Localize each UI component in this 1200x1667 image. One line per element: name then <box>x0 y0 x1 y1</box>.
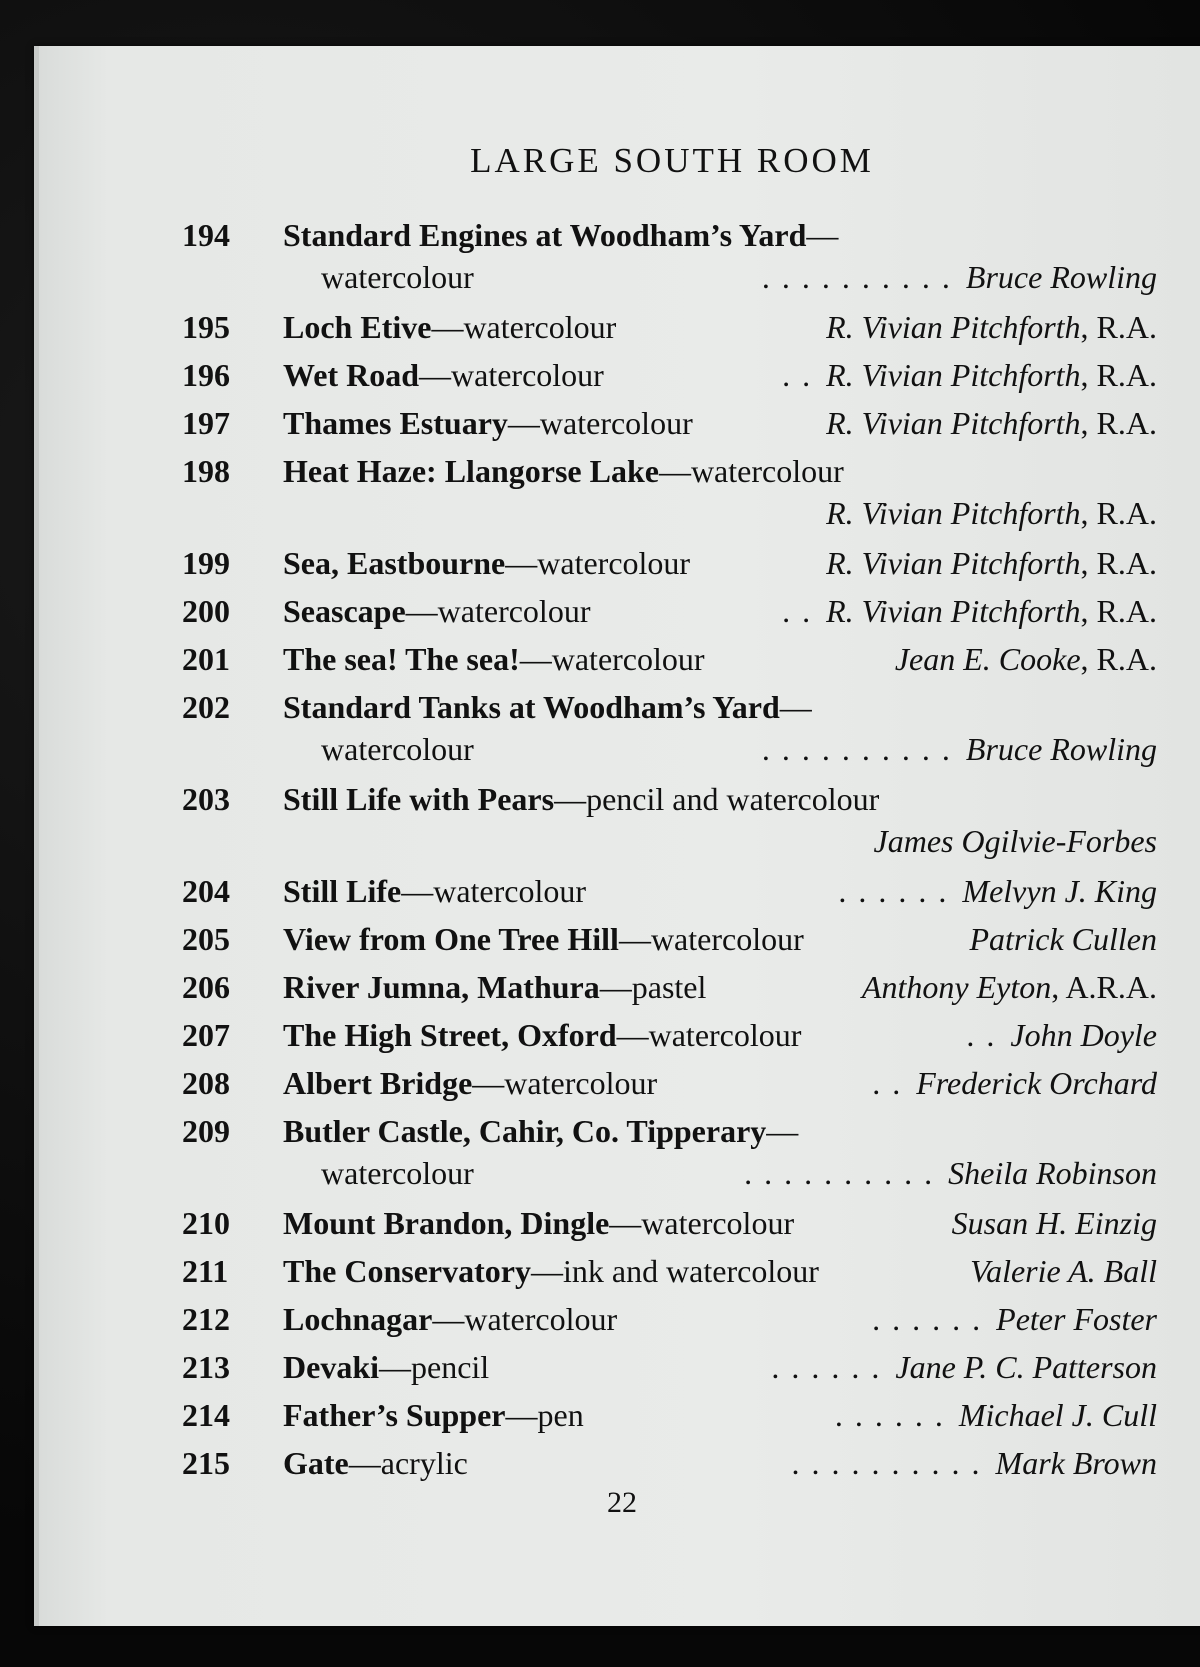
catalogue-entry <box>39 1341 1200 1389</box>
entry-number: 200 <box>182 593 230 629</box>
entry-number: 205 <box>182 921 230 957</box>
title-dash: — <box>779 689 812 725</box>
catalogue-entry <box>39 1437 1200 1485</box>
work-medium: watercolour <box>648 1017 802 1053</box>
catalogue-entry-continuation <box>39 257 1200 301</box>
artist-name: James Ogilvie-Forbes <box>873 823 1157 859</box>
work-medium: watercolour <box>437 593 591 629</box>
entry-work <box>283 217 838 254</box>
work-title: Still Life <box>283 873 402 909</box>
artist-honour: , R.A. <box>1080 405 1157 441</box>
entry-work <box>283 1445 468 1482</box>
entry-work <box>283 689 812 726</box>
catalogue-entry <box>39 349 1200 397</box>
catalogue-entry <box>39 773 1200 821</box>
catalogue-entry <box>39 633 1200 681</box>
entry-number: 208 <box>182 1065 230 1101</box>
work-medium: pencil <box>411 1349 490 1385</box>
catalogue-entry <box>39 681 1200 729</box>
dot-leaders: . . <box>782 593 813 629</box>
entry-number: 209 <box>182 1113 230 1149</box>
work-title: Wet Road <box>283 357 419 393</box>
work-medium: watercolour <box>321 259 474 295</box>
entry-work <box>321 259 474 296</box>
title-dash: — <box>431 309 464 345</box>
entry-work <box>283 641 705 678</box>
catalogue-entry <box>39 585 1200 633</box>
work-title: Thames Estuary <box>283 405 508 441</box>
artist-name: R. Vivian Pitchforth, R.A. <box>826 309 1157 345</box>
entry-work <box>283 453 844 490</box>
artist-name: Anthony Eyton, A.R.A. <box>861 969 1157 1005</box>
work-title: Mount Brandon, Dingle <box>283 1205 610 1241</box>
artist-name: R. Vivian Pitchforth, R.A. <box>826 545 1157 581</box>
entry-number: 202 <box>182 689 230 725</box>
entry-number: 198 <box>182 453 230 489</box>
work-title: Heat Haze: Llangorse Lake <box>283 453 659 489</box>
entry-work <box>283 1301 617 1338</box>
work-medium: pen <box>537 1397 584 1433</box>
work-title: Standard Engines at Woodham’s Yard <box>283 217 807 253</box>
catalogue-entry <box>39 445 1200 493</box>
page-title: LARGE SOUTH ROOM <box>470 141 874 180</box>
catalogue-entry <box>39 1389 1200 1437</box>
dot-leaders: . . . . . . . . . . <box>791 1445 982 1481</box>
artist-name: Bruce Rowling <box>965 259 1157 295</box>
work-title: Butler Castle, Cahir, Co. Tipperary <box>283 1113 767 1149</box>
artist-name: John Doyle <box>1010 1017 1157 1053</box>
entry-work <box>283 1113 798 1150</box>
catalogue-entry <box>39 913 1200 961</box>
work-medium: acrylic <box>380 1445 468 1481</box>
work-medium: watercolour <box>690 453 844 489</box>
entry-work <box>283 1017 801 1054</box>
entry-work <box>321 731 474 768</box>
work-title: Still Life with Pears <box>283 781 555 817</box>
entry-work <box>283 781 879 818</box>
work-title: Devaki <box>283 1349 379 1385</box>
artist-honour: , R.A. <box>1080 357 1157 393</box>
catalogue-entry <box>39 1293 1200 1341</box>
work-medium: pastel <box>631 969 707 1005</box>
catalogue-entry <box>39 209 1200 257</box>
work-medium: watercolour <box>451 357 604 393</box>
work-title: Albert Bridge <box>283 1065 473 1101</box>
catalogue-entry-continuation <box>39 821 1200 865</box>
title-dash: — <box>379 1349 411 1385</box>
artist-name: R. Vivian Pitchforth, R.A. <box>826 357 1157 393</box>
title-dash: — <box>530 1253 563 1289</box>
work-title: Sea, Eastbourne <box>283 545 506 581</box>
entry-work <box>283 1065 657 1102</box>
dot-leaders: . . . . . . . . . . <box>761 259 952 295</box>
work-medium: watercolour <box>463 309 617 345</box>
entry-number: 210 <box>182 1205 230 1241</box>
entry-number: 197 <box>182 405 230 441</box>
catalogue-page <box>34 46 1200 1626</box>
entry-number: 204 <box>182 873 230 909</box>
work-medium: watercolour <box>504 1065 658 1101</box>
artist-name: Valerie A. Ball <box>970 1253 1157 1289</box>
dot-leaders: . . . . . . . . . . <box>761 731 952 767</box>
artist-name: R. Vivian Pitchforth, R.A. <box>826 495 1157 531</box>
dot-leaders: . . . . . . <box>834 1397 945 1433</box>
entry-number: 212 <box>182 1301 230 1337</box>
catalogue-entry <box>39 397 1200 445</box>
work-medium: watercolour <box>321 1155 474 1191</box>
title-dash: — <box>658 453 691 489</box>
work-medium: watercolour <box>321 731 474 767</box>
dot-leaders: . . . . . . <box>838 873 949 909</box>
artist-honour: , R.A. <box>1080 309 1157 345</box>
title-dash: — <box>599 969 632 1005</box>
entry-number: 196 <box>182 357 230 393</box>
catalogue-entry-continuation <box>39 729 1200 773</box>
entry-number: 203 <box>182 781 230 817</box>
dot-leaders: . . <box>872 1065 903 1101</box>
entry-work <box>283 357 604 394</box>
dot-leaders: . . . . . . <box>872 1301 983 1337</box>
entry-work <box>283 1349 489 1386</box>
catalogue-entry-continuation <box>39 493 1200 537</box>
catalogue-entry <box>39 1245 1200 1293</box>
work-title: Seascape <box>283 593 406 629</box>
work-medium: watercolour <box>464 1301 618 1337</box>
entry-work <box>283 593 590 630</box>
catalogue-entry <box>39 1105 1200 1153</box>
entry-number: 213 <box>182 1349 230 1385</box>
artist-name: Sheila Robinson <box>948 1155 1157 1191</box>
catalogue-entry <box>39 961 1200 1009</box>
artist-name: Jane P. C. Patterson <box>895 1349 1157 1385</box>
work-title: River Jumna, Mathura <box>283 969 600 1005</box>
artist-honour: , R.A. <box>1080 545 1157 581</box>
entry-work <box>283 921 804 958</box>
entry-work <box>283 405 693 442</box>
artist-honour: , R.A. <box>1080 495 1157 531</box>
work-title: The Conservatory <box>283 1253 531 1289</box>
entry-work <box>283 309 616 346</box>
artist-honour: , A.R.A. <box>1051 969 1157 1005</box>
entry-number: 206 <box>182 969 230 1005</box>
work-medium: ink and watercolour <box>562 1253 819 1289</box>
work-medium: watercolour <box>539 405 693 441</box>
catalogue-entry <box>39 301 1200 349</box>
work-medium: watercolour <box>641 1205 795 1241</box>
artist-name: Michael J. Cull <box>958 1397 1157 1433</box>
work-title: View from One Tree Hill <box>283 921 619 957</box>
entry-number: 211 <box>182 1253 229 1289</box>
entry-list <box>39 209 1200 1485</box>
entry-number: 195 <box>182 309 230 345</box>
catalogue-entry <box>39 865 1200 913</box>
title-dash: — <box>507 405 540 441</box>
work-medium: watercolour <box>433 873 587 909</box>
dot-leaders: . . <box>966 1017 997 1053</box>
catalogue-entry-continuation <box>39 1153 1200 1197</box>
work-medium: watercolour <box>551 641 705 677</box>
artist-name: Jean E. Cooke, R.A. <box>894 641 1157 677</box>
title-dash: — <box>766 1113 799 1149</box>
entry-work <box>283 1253 819 1290</box>
title-dash: — <box>405 593 438 629</box>
title-dash: — <box>616 1017 649 1053</box>
entry-number: 199 <box>182 545 230 581</box>
title-dash: — <box>505 1397 538 1433</box>
entry-number: 201 <box>182 641 230 677</box>
artist-honour: , R.A. <box>1080 641 1157 677</box>
work-title: Gate <box>283 1445 349 1481</box>
artist-name: R. Vivian Pitchforth, R.A. <box>826 405 1157 441</box>
page-number: 22 <box>607 1486 637 1519</box>
catalogue-entry <box>39 1009 1200 1057</box>
work-title: Father’s Supper <box>283 1397 506 1433</box>
title-dash: — <box>806 217 839 253</box>
entry-work <box>283 1205 794 1242</box>
artist-name: Bruce Rowling <box>965 731 1157 767</box>
entry-number: 215 <box>182 1445 230 1481</box>
entry-number: 194 <box>182 217 230 253</box>
work-title: The High Street, Oxford <box>283 1017 617 1053</box>
artist-name: Frederick Orchard <box>916 1065 1157 1101</box>
work-title: Standard Tanks at Woodham’s Yard <box>283 689 780 725</box>
entry-work <box>321 1155 474 1192</box>
title-dash: — <box>419 357 451 393</box>
title-dash: — <box>432 1301 465 1337</box>
artist-name: Peter Foster <box>996 1301 1157 1337</box>
title-dash: — <box>505 545 538 581</box>
entry-work <box>283 873 586 910</box>
dot-leaders: . . . . . . . . . . <box>744 1155 935 1191</box>
title-dash: — <box>348 1445 381 1481</box>
title-dash: — <box>554 781 587 817</box>
entry-work <box>283 1397 584 1434</box>
dot-leaders: . . . . . . <box>771 1349 882 1385</box>
work-medium: watercolour <box>650 921 804 957</box>
title-dash: — <box>609 1205 642 1241</box>
dot-leaders: . . <box>782 357 813 393</box>
entry-work <box>283 969 706 1006</box>
work-title: The sea! The sea! <box>283 641 520 677</box>
catalogue-entry <box>39 537 1200 585</box>
work-title: Lochnagar <box>283 1301 433 1337</box>
title-dash: — <box>618 921 651 957</box>
artist-honour: , R.A. <box>1080 593 1157 629</box>
artist-name: Susan H. Einzig <box>951 1205 1157 1241</box>
entry-number: 207 <box>182 1017 230 1053</box>
artist-name: R. Vivian Pitchforth, R.A. <box>826 593 1157 629</box>
work-title: Loch Etive <box>283 309 432 345</box>
title-dash: — <box>519 641 552 677</box>
catalogue-entry <box>39 1057 1200 1105</box>
work-medium: watercolour <box>537 545 691 581</box>
artist-name: Patrick Cullen <box>969 921 1157 957</box>
artist-name: Melvyn J. King <box>962 873 1157 909</box>
title-dash: — <box>401 873 434 909</box>
title-dash: — <box>472 1065 505 1101</box>
entry-number: 214 <box>182 1397 230 1433</box>
entry-work <box>283 545 690 582</box>
artist-name: Mark Brown <box>995 1445 1157 1481</box>
catalogue-entry <box>39 1197 1200 1245</box>
work-medium: pencil and watercolour <box>586 781 880 817</box>
